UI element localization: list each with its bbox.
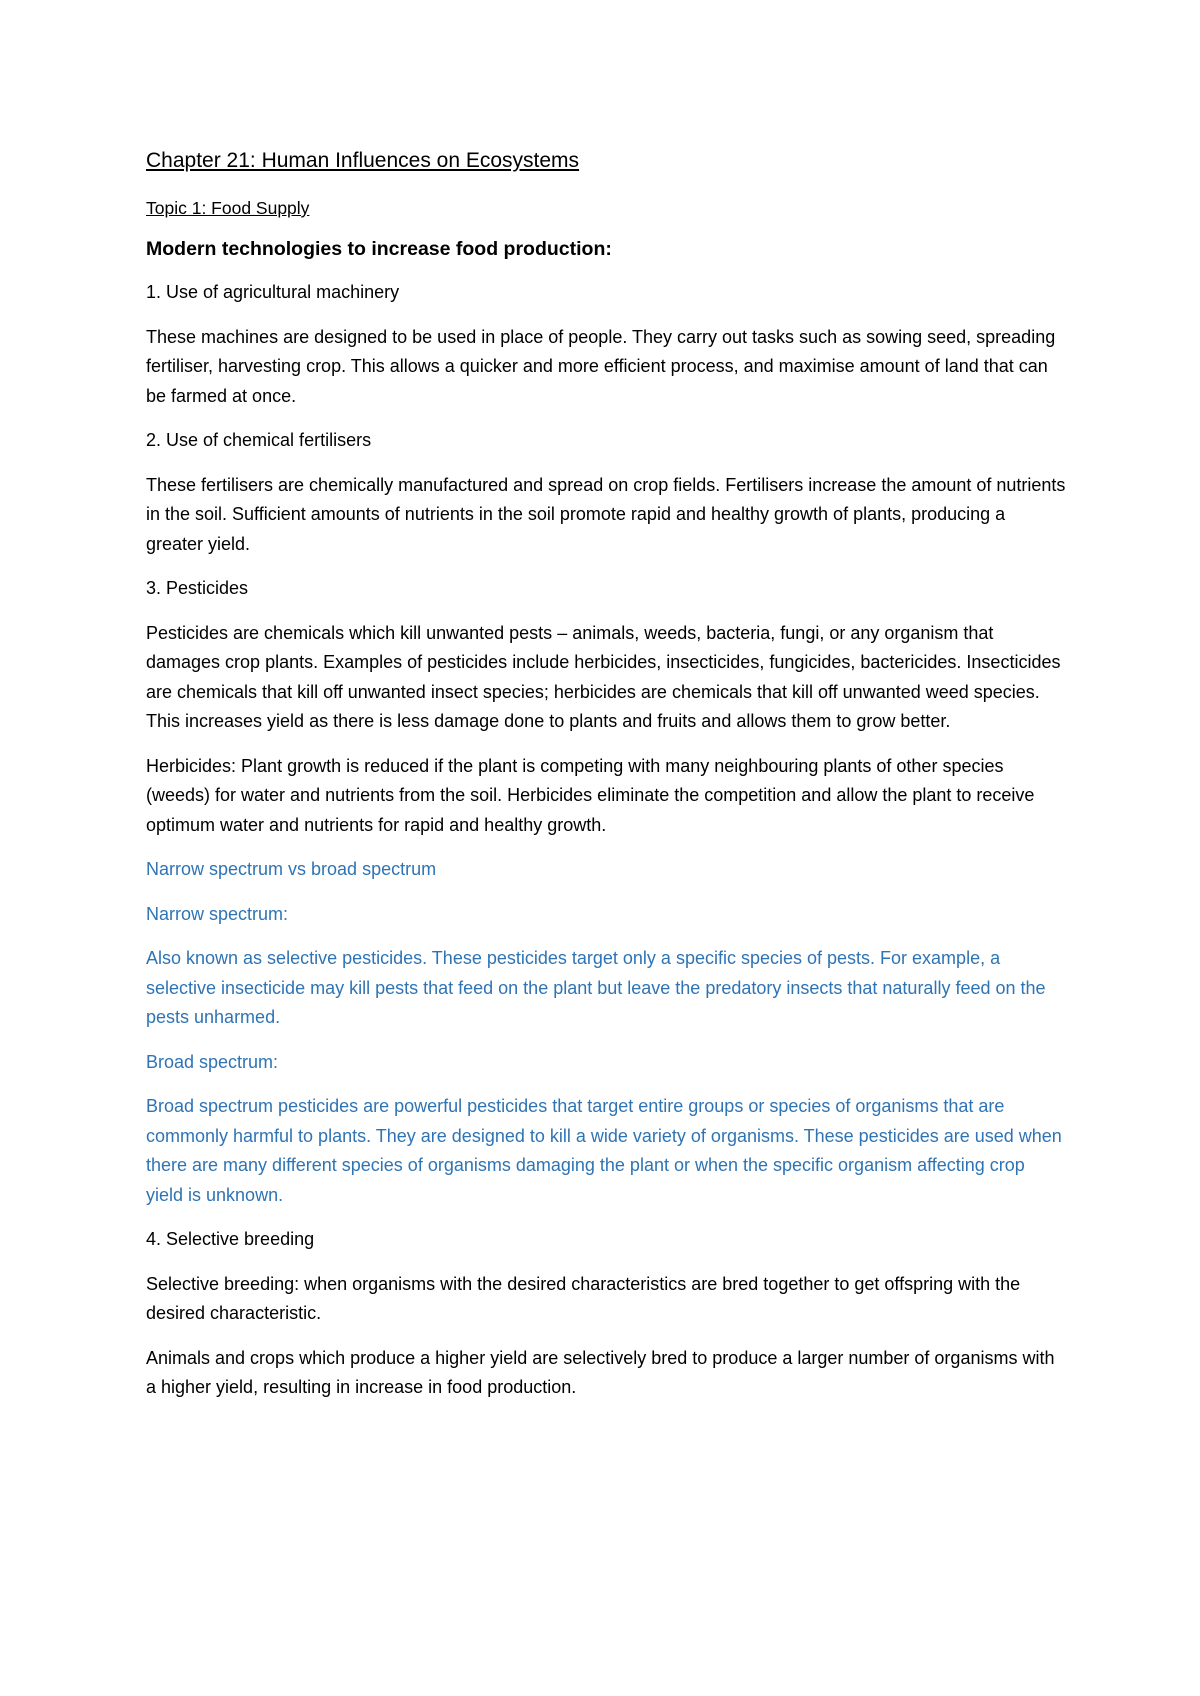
spectrum-heading: Narrow spectrum vs broad spectrum (146, 859, 437, 879)
chapter-title: Chapter 21: Human Influences on Ecosystems (146, 149, 580, 172)
narrow-spectrum-heading: Narrow spectrum: (146, 903, 289, 924)
selective-breeding-text: Animals and crops which produce a higher yield are selectively bred to produce a larger number of organisms with a higher yield, resulting in increase in food production. (146, 1347, 1055, 1397)
item-pesticides-title: 3. Pesticides (146, 578, 249, 598)
item-selective-breeding-title: 4. Selective breeding (146, 1229, 315, 1249)
item-agricultural-machinery-text: These machines are designed to be used in place of people. They carry out tasks such as sowing seed, spreading fertiliser, harvesting crop. This allows a quicker and more efficient process, and maximise amount of land that can be farmed at once. (146, 326, 1056, 406)
topic-title: Topic 1: Food Supply (146, 198, 310, 218)
item-pesticides-text: Pesticides are chemicals which kill unwanted pests – animals, weeds, bacteria, fungi, or any organism that damages crop plants. Examples of pesticides include herbicides, insecticides, fungicides, bactericides. Insecticides are chemicals that kill off unwanted insect species; herbicides are chemicals that kill off unwanted weed species. This increases yield as there is less damage done to plants and fruits and allows them to grow better. (146, 622, 1061, 731)
narrow-spectrum-text: Also known as selective pesticides. These pesticides target only a specific species of pests. For example, a selective insecticide may kill pests that feed on the plant but leave the predatory insects that naturally feed on the pests unharmed. (146, 948, 1046, 1027)
document-body (146, 146, 1066, 1418)
herbicides-paragraph: Herbicides: Plant growth is reduced if the plant is competing with many neighbouring plants of other species (weeds) for water and nutrients from the soil. Herbicides eliminate the competition and allow the plant to receive optimum water and nutrients for rapid and healthy growth. (146, 755, 1035, 835)
broad-spectrum-heading: Broad spectrum: (146, 1051, 279, 1072)
selective-breeding-definition: Selective breeding: when organisms with the desired characteristics are bred together to get offspring with the desired characteristic. (146, 1273, 1021, 1323)
item-agricultural-machinery-title: 1. Use of agricultural machinery (146, 282, 400, 302)
item-chemical-fertilisers-text: These fertilisers are chemically manufactured and spread on crop fields. Fertilisers increase the amount of nutrients in the soil. Sufficient amounts of nutrients in the soil promote rapid and healthy growth of plants, producing a greater yield. (146, 474, 1066, 554)
section-heading: Modern technologies to increase food production: (146, 238, 612, 260)
item-chemical-fertilisers-title: 2. Use of chemical fertilisers (146, 430, 372, 450)
broad-spectrum-text: Broad spectrum pesticides are powerful pesticides that target entire groups or species of organisms that are commonly harmful to plants. They are designed to kill a wide variety of organisms. These pesticides are used when there are many different species of organisms damaging the plant or when the specific organism affecting crop yield is unknown. (146, 1096, 1062, 1205)
